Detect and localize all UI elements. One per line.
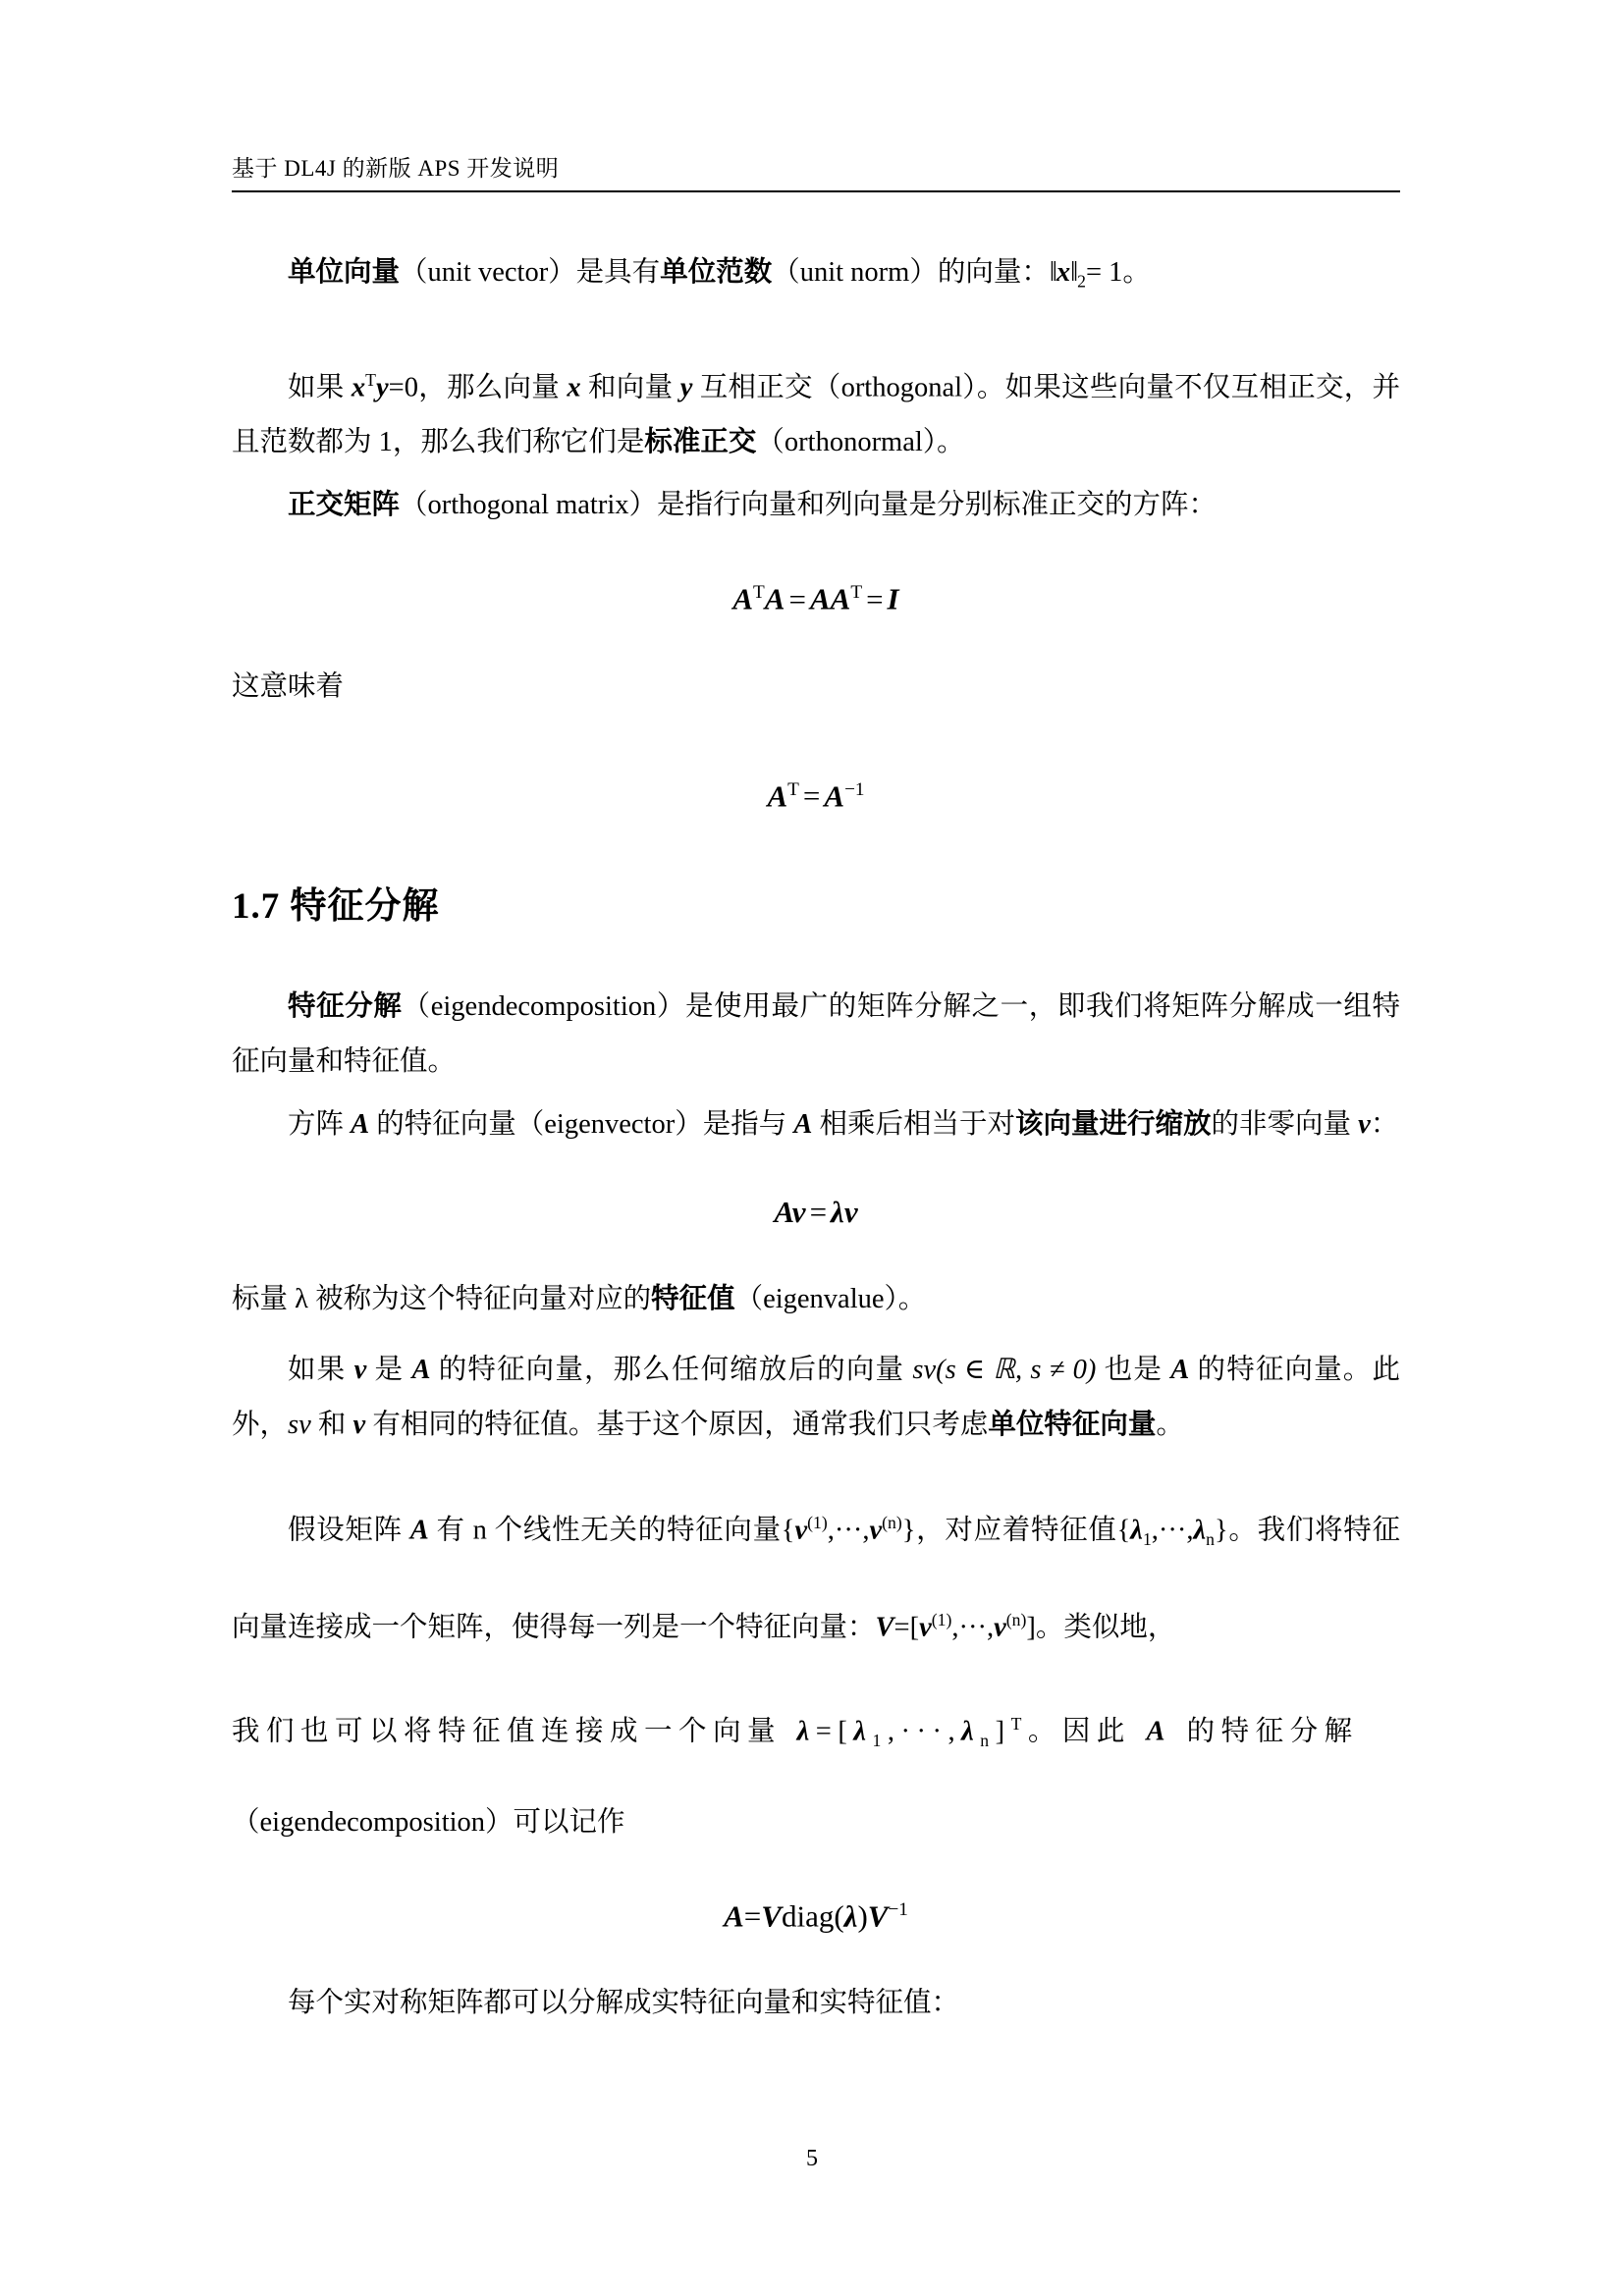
math-var-x: x [351,372,366,403]
text-run: 的特征分解 [1171,1716,1359,1747]
math-var-y: y [679,372,693,403]
section-heading-eigendecomposition: 1.7 特征分解 [232,885,440,927]
math-var-lambda: λ [853,1716,873,1747]
header-divider [232,190,1400,192]
bracket-open: [ [838,1716,854,1747]
transpose-superscript: T [787,778,799,800]
math-var-A: A [824,777,845,813]
text-run: ： [1370,1109,1399,1141]
text-run: 的特征向量（eigenvector）是指与 [369,1109,794,1141]
bracket-close: ] [995,1716,1011,1747]
math-var-A: A [724,1898,744,1934]
math-var-lambda: λ [961,1716,981,1747]
bracket-close: ] [1026,1612,1036,1643]
math-var-lambda: λ [796,1716,816,1747]
math-var-A: A [764,581,785,616]
text-run: （orthogonal matrix）是指行向量和列向量是分别标准正交的方阵： [400,490,1218,521]
text-run: 有相同的特征值。基于这个原因，通常我们只考虑 [365,1410,989,1441]
term-unit-norm: 单位范数 [660,257,773,288]
index-subscript-1: 1 [872,1731,888,1751]
term-eigendecomposition: 特征分解 [288,991,403,1023]
index-superscript-n: (n) [1005,1610,1027,1630]
norm-close: ‖ [1070,257,1078,288]
math-var-v: v [869,1515,883,1546]
equals-sign: = [815,1716,839,1747]
text-run: =0，那么向量 [388,372,568,403]
index-superscript-n: (n) [882,1513,902,1533]
text-run: 的特征向量，那么任何缩放后的向量 [430,1355,913,1386]
math-var-V: V [761,1898,782,1934]
math-condition-s: (s ∈ ℝ, s ≠ 0) [936,1355,1097,1386]
math-var-v: v [1358,1109,1371,1141]
math-var-v: v [791,1195,806,1230]
equation-eigendecomposition [232,1880,1400,1947]
bracket-open: [ [909,1612,920,1643]
paragraph-this-means [232,660,1400,715]
math-var-lambda: λ [831,1195,844,1230]
text-run: 和 [310,1410,353,1441]
text-run: 每个实对称矩阵都可以分解成实特征向量和实特征值： [288,1988,960,2019]
math-var-y: y [375,372,389,403]
running-header [232,0,1400,192]
math-var-A: A [409,1515,429,1546]
set-open-brace: { [781,1515,795,1546]
set-close-brace: } [901,1515,916,1546]
index-superscript-1: (1) [807,1513,828,1533]
math-var-A: A [1146,1716,1172,1747]
math-var-V: V [875,1612,894,1643]
text-run: 标量 λ 被称为这个特征向量对应的 [232,1284,652,1315]
text-run: 如果 [288,1355,354,1386]
paragraph-matrix-V [232,1482,1400,1669]
term-scaling: 该向量进行缩放 [1015,1109,1212,1141]
paragraph-orthogonal-matrix [232,478,1400,533]
math-var-A: A [793,1109,813,1141]
math-var-A: A [411,1355,431,1386]
text-run: ，对应着特征值 [915,1515,1117,1546]
inverse-superscript: −1 [888,1899,908,1921]
math-var-A: A [351,1109,370,1141]
paragraph-eigendecomposition-intro [232,980,1400,1090]
transpose-superscript: T [365,369,376,390]
ellipsis: ,···, [951,1612,995,1643]
equation-transpose-inverse [232,760,1400,827]
text-run: 我们也可以将特征值连接成一个向量 [232,1716,797,1747]
paragraph-eigenvector-def [232,1097,1400,1152]
text-run: 如果 [288,372,352,403]
term-eigenvalue: 特征值 [651,1284,735,1315]
math-var-I: I [887,581,899,616]
equals-sign: = [866,581,884,616]
transpose-superscript: T [753,582,765,604]
text-run: 。因此 [1027,1716,1147,1747]
math-var-A: A [774,1195,792,1230]
paragraph-can-be-written [232,1795,1400,1850]
text-run: 有 n 个线性无关的特征向量 [428,1515,782,1546]
paragraph-orthogonal [232,352,1400,471]
term-unit-vector: 单位向量 [288,257,401,288]
math-var-lambda: λ [843,1898,858,1934]
text-run: 互相正交（orthogonal）。如果这些向量不仅互相正交，并且范数都为 1，那么我们称它们是 [232,372,1400,458]
norm-open: ‖ [1049,257,1056,288]
math-var-v: v [353,1355,367,1386]
math-var-x: x [567,372,581,403]
paren-close: ) [857,1898,868,1934]
math-var-lambda: λ [1130,1515,1143,1546]
math-var-A: A [767,777,788,813]
norm-subscript: 2 [1077,271,1086,292]
math-var-A: A [809,581,831,616]
text-run: 和向量 [580,372,680,403]
equals-sign: = [788,581,806,616]
math-var-x: x [1056,257,1071,288]
page-footer [0,2146,1624,2172]
index-superscript-1: (1) [931,1610,952,1630]
text-run: 。我们将特征向量连接成一个矩阵，使得每一列是一个特征向量： [232,1515,1400,1643]
math-var-lambda: λ [1193,1515,1207,1546]
equals-sign: = [802,777,821,813]
term-orthogonal-matrix: 正交矩阵 [288,490,401,521]
math-var-v: v [352,1410,366,1441]
math-var-v: v [794,1515,808,1546]
text-run: 这意味着 [232,670,345,702]
text-run: （eigendecomposition）可以记作 [232,1807,625,1839]
ellipsis: ,···, [827,1515,870,1546]
text-run: 是 [366,1355,412,1386]
equals-sign: = [809,1195,828,1230]
math-var-A: A [830,581,851,616]
set-close-brace: } [1215,1515,1228,1546]
text-run: 。 [1122,257,1151,288]
text-run: （orthonormal）。 [756,427,965,458]
math-var-v: v [994,1612,1006,1643]
text-run: 相乘后相当于对 [812,1109,1015,1141]
paragraph-scaled-eigenvector [232,1343,1400,1453]
equals-sign: = [893,1612,910,1643]
math-tail: = 1 [1085,257,1123,288]
text-run: 方阵 [288,1109,352,1141]
equation-eigenvalue-relation [232,1182,1400,1243]
set-open-brace: { [1116,1515,1131,1546]
text-run: （unit norm）的向量： [772,257,1050,288]
index-subscript-n: n [980,1731,996,1751]
math-var-A: A [732,581,754,616]
page-content [232,0,1400,2031]
math-expr-sv: sv [288,1410,311,1441]
text-run: （unit vector）是具有 [400,257,661,288]
index-subscript-1: 1 [1142,1529,1152,1550]
text-run: 。类似地， [1035,1612,1176,1643]
text-run: （eigenvalue）。 [734,1284,927,1315]
index-subscript-n: n [1206,1529,1215,1550]
transpose-superscript: T [850,582,863,604]
math-var-V: V [867,1898,889,1934]
ellipsis: ,···, [887,1716,962,1747]
math-expr-sv: sv [912,1355,937,1386]
math-var-v: v [919,1612,932,1643]
math-var-A: A [1170,1355,1190,1386]
diag-function: diag( [781,1898,844,1934]
text-run: 。 [1156,1410,1184,1441]
equation-orthogonal-identity [232,562,1400,629]
math-var-v: v [843,1195,858,1230]
paragraph-real-symmetric [232,1976,1400,2031]
term-unit-eigenvector: 单位特征向量 [988,1410,1157,1441]
equals-sign: = [743,1898,762,1934]
transpose-superscript: T [1010,1713,1028,1734]
ellipsis: ,···, [1151,1515,1194,1546]
inverse-superscript: −1 [844,778,865,800]
term-orthonormal: 标准正交 [644,427,757,458]
text-run: 假设矩阵 [288,1515,410,1546]
paragraph-eigenvalue-def [232,1272,1400,1327]
text-run: 的非零向量 [1211,1109,1359,1141]
paragraph-unit-vector [232,245,1400,309]
text-run: （eigendecomposition）是使用最广的矩阵分解之一，即我们将矩阵分解成一组特征向量和特征值。 [232,991,1400,1078]
page-number: 5 [806,2146,818,2171]
header-title: 基于 DL4J 的新版 APS 开发说明 [232,156,560,181]
text-run: 也是 [1096,1355,1171,1386]
paragraph-vector-lambda [232,1684,1400,1780]
text-run: 的特征向量。此外， [232,1355,1400,1441]
